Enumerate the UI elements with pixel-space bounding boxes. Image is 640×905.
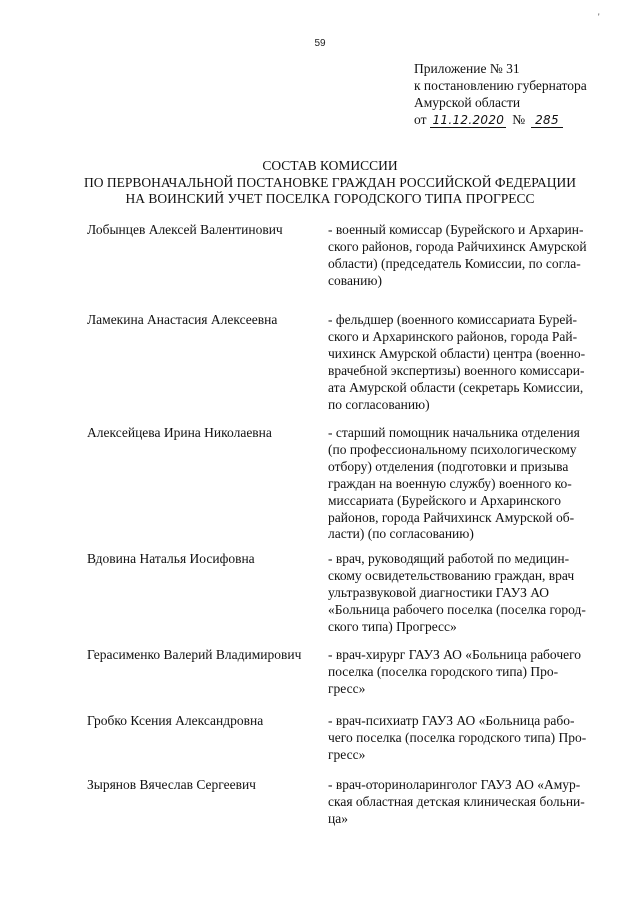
- member-role: - врач-оториноларинголог ГАУЗ АО «Амур- ская областная детская клиническая больни- ца»: [328, 777, 585, 826]
- member-name: Алексейцева Ирина Николаевна: [87, 425, 272, 440]
- appendix-block: [414, 60, 624, 128]
- appendix-reference: к постановлению губернатора: [414, 78, 587, 93]
- page-number: 59: [314, 38, 326, 49]
- member-role: - врач-психиатр ГАУЗ АО «Больница рабо- чего поселка (поселка городского типа) Про- гресс»: [328, 713, 587, 762]
- member-role: - старший помощник начальника отделения (по профессиональному психологическому отбору) отделения (подготовки и призыва граждан на военную службу) военного ко- миссариата (Бурейского и Архаринского районов, города Райчихинск Амурской об- ласти) (по согласованию): [328, 425, 580, 542]
- date-prefix: от: [414, 112, 427, 127]
- member-entry: [87, 551, 607, 647]
- document-title: [60, 158, 600, 208]
- member-role: - врач, руководящий работой по медицин- скому освидетельствованию граждан, врач ультразвуковой диагностики ГАУЗ АО «Больница рабочего поселка (поселка город- ского типа) Прогресс»: [328, 551, 586, 634]
- decree-signature-line: [414, 111, 624, 128]
- member-name: Герасименко Валерий Владимирович: [87, 647, 302, 662]
- member-entry: [87, 647, 607, 713]
- member-name: Ламекина Анастасия Алексеевна: [87, 312, 278, 327]
- member-role: - военный комиссар (Бурейского и Архарин- ского районов, города Райчихинск Амурской области) (председатель Комиссии, по согла- сованию): [328, 222, 587, 288]
- handwritten-date: 11.12.2020: [432, 113, 505, 127]
- member-entry: [87, 777, 607, 829]
- member-entry: [87, 425, 607, 551]
- member-entry: [87, 312, 607, 425]
- member-name: Лобынцев Алексей Валентинович: [87, 222, 283, 237]
- member-entry: [87, 713, 607, 777]
- member-role: - фельдшер (военного комиссариата Бурей- ского и Архаринского районов, города Рай- чихинск Амурской области) центра (военно- врачебной экспертизы) военного комиссари- ата Амурской области (секретарь Комиссии, по согласованию): [328, 312, 586, 412]
- appendix-title: Приложение № 31: [414, 61, 520, 76]
- member-name: Зырянов Вячеслав Сергеевич: [87, 777, 256, 792]
- member-name: Вдовина Наталья Иосифовна: [87, 551, 255, 566]
- handwritten-number: 285: [531, 113, 563, 128]
- commission-members-list: [87, 222, 607, 829]
- member-role: - врач-хирург ГАУЗ АО «Больница рабочего поселка (поселка городского типа) Про- гресс»: [328, 647, 582, 696]
- member-entry: [87, 222, 607, 312]
- number-prefix: №: [512, 112, 526, 127]
- scan-mark: ': [598, 12, 600, 22]
- title-line-1: СОСТАВ КОМИССИИ: [262, 158, 398, 173]
- member-name: Гробко Ксения Александровна: [87, 713, 264, 728]
- title-line-2: ПО ПЕРВОНАЧАЛЬНОЙ ПОСТАНОВКЕ ГРАЖДАН РОССИЙСКОЙ ФЕДЕРАЦИИ: [83, 174, 577, 190]
- appendix-region: Амурской области: [414, 95, 521, 110]
- title-line-3: НА ВОИНСКИЙ УЧЕТ ПОСЕЛКА ГОРОДСКОГО ТИПА ПРОГРЕСС: [125, 191, 535, 206]
